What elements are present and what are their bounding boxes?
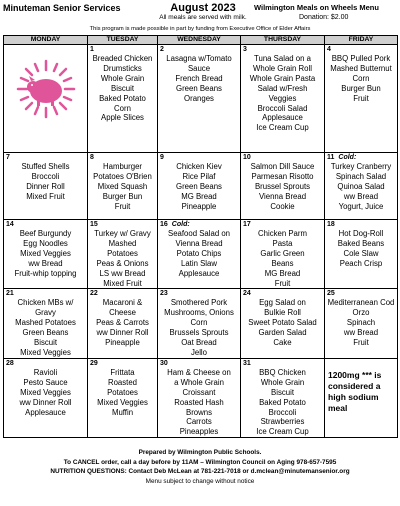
meal-item: Mixed Veggies [97,397,148,407]
meal-item: Apple Slices [101,113,144,123]
meal-item: Green Beans [176,181,222,191]
day-number [325,289,397,298]
meal-item: Latin Slaw [181,258,217,268]
day-number-text: 7 [6,154,10,161]
day-cell [4,358,88,437]
meal-item: Peach Crisp [339,258,383,268]
day-number [241,45,324,54]
meal-item: Sweet Potato Salad [248,318,317,328]
day-number [88,289,157,298]
day-number [88,220,157,229]
meal-item: Stuffed Shells [21,162,70,171]
meal-item: Strawberries [260,417,305,427]
day-number [158,289,240,298]
meal-items [241,229,324,288]
day-cell [4,153,88,220]
meal-items [158,229,240,279]
meal-item: Roasted [107,377,138,387]
meal-item: Jello [190,347,208,357]
day-number [241,220,324,229]
pig-icon [13,56,79,122]
day-cell [325,289,398,358]
day-cell [241,289,325,358]
meal-item: Broccoli Salad [257,103,308,113]
meal-item: Mixed Veggies [20,347,71,357]
sodium-note: 1200mg *** is considered a high sodium meal [328,369,382,413]
meal-item: Applesauce [262,113,303,123]
meal-item: Mixed Fruit [103,278,142,288]
cancel-instructions: To CANCEL order, call a day before by 11AM – Wilmington Council on Aging 978-657-7595 [63,458,337,466]
meal-item: Whole Grain Pasta [249,73,316,83]
meal-item: Rice Pilaf [182,171,216,181]
menu-footer [0,448,400,486]
meal-item: Brussels Sprouts [169,328,229,338]
meal-item: Mashed Potatoes [15,318,76,328]
meal-item: Corn [114,103,131,113]
meal-items [158,368,240,437]
meal-item: Cookie [270,201,295,211]
meal-items [241,162,324,212]
day-number [4,153,87,162]
program-title: Wilmington Meals on Wheels Menu [254,3,379,12]
meal-item: BBQ Pulled Pork [331,54,391,63]
meal-item: Mediterranean Cod [327,298,395,308]
meal-item: Whole Grain [260,377,305,387]
day-number-text: 3 [243,46,247,53]
meal-item: Macaroni & [102,298,143,308]
meal-item: Chicken Kiev [176,162,222,171]
meal-items [88,229,157,288]
day-number-text: 2 [160,46,164,53]
organization-name: Minuteman Senior Services [3,3,121,13]
day-number [88,153,157,162]
meal-item: Orzo [352,308,370,318]
meal-items [241,54,324,133]
weekday-header-row [4,36,398,45]
meal-item: ww Bread [343,191,379,201]
day-cell [325,153,398,220]
meal-item: French Bread [175,73,223,83]
meal-items [4,368,87,418]
meal-item: Corn [190,318,208,328]
day-cell [88,358,158,437]
day-number-text: 14 [6,221,14,228]
meal-item: Baked Potato [259,397,306,407]
meal-item: MG Bread [181,191,217,201]
day-number [241,153,324,162]
meal-items [4,229,87,279]
meal-item: Spinach [346,318,376,328]
meal-item: Peas & Carrots [96,318,149,328]
meal-items [88,162,157,212]
meal-items [241,368,324,437]
meal-item: Vienna Bread [175,238,223,248]
meal-item: Oranges [184,93,214,103]
menu-month: August 2023 [170,2,236,14]
meal-item: Pineapple [181,201,217,211]
meal-items [4,298,87,357]
meal-item: Cake [273,338,292,348]
donation-amount: Donation: $2.00 [299,14,349,21]
day-number [158,153,240,162]
day-number [325,45,397,54]
day-cell [325,220,398,289]
day-number [158,359,240,368]
meal-item: a Whole Grain [174,377,224,387]
meal-item: Chicken Parm [258,229,307,238]
day-cell [88,153,158,220]
meal-item: Garden Salad [258,328,307,338]
meal-item: Breaded Chicken [92,54,153,63]
meal-item: Baked Beans [337,238,385,248]
meal-items [88,298,157,348]
meal-item: Egg Salad on [259,298,306,308]
meal-item: Salmon Dill Sauce [250,162,315,171]
day-number [241,359,324,368]
meal-item: Smothered Pork [170,298,228,308]
meal-item: Baked Potato [99,93,146,103]
meal-items [241,298,324,348]
week-row [4,153,398,220]
meal-item: Whole Grain Roll [253,63,312,73]
day-cell [158,220,241,289]
meal-item: Applesauce [178,268,220,278]
day-number-text: 9 [160,154,164,161]
meal-items [325,162,397,212]
day-cell [4,220,88,289]
day-number-text: 17 [243,221,251,228]
meal-item: Quinoa Salad [337,181,385,191]
day-number-text: 31 [243,359,251,367]
meal-item: Turkey Cranberry [330,162,392,171]
meal-item: Potato Chips [176,248,222,258]
day-cell [241,358,325,437]
meal-item: Drumsticks [103,63,142,73]
day-number-text: 10 [243,154,251,161]
day-number-text: 4 [327,46,331,53]
meal-item: Egg Noodles [23,238,68,248]
meal-item: Spinach Salad [335,171,387,181]
meal-item: Broccoli [31,171,60,181]
meal-item: Garlic Green [260,248,305,258]
meal-items [158,298,240,357]
meal-item: Salad w/Fresh [257,83,308,93]
day-cell [241,45,325,153]
day-number [158,45,240,54]
meal-items [158,162,240,212]
meal-item: ww Dinner Roll [19,397,72,407]
weekday-header: TUESDAY [88,36,158,45]
meal-item: Gravy [35,308,56,318]
meal-item: Mixed Squash [97,181,148,191]
meal-item: Lasagna w/Tomato [166,54,232,63]
meal-item: Mashed Butternut [330,63,392,73]
meal-item: Burger Bun [102,191,143,201]
meal-item: Mixed Veggies [20,387,71,397]
day-number [4,45,87,54]
day-cell [158,358,241,437]
meal-item: Seafood Salad on [168,229,230,238]
day-cell [158,45,241,153]
meal-item: Parmesan Risotto [251,171,314,181]
nutrition-contact: NUTRITION QUESTIONS: Contact Deb McLean at 781-221-7018 or d.mclean@minutemansenior.org [50,468,350,475]
day-cell [158,289,241,358]
meal-item: Corn [352,73,370,83]
meal-item: Turkey w/ Gravy [94,229,151,238]
meal-items [325,54,397,104]
meal-item: Biscuit [271,387,294,397]
day-cell [88,220,158,289]
day-cell [325,45,398,153]
meal-item: Biscuit [111,83,134,93]
meal-item: Mixed Fruit [26,191,65,201]
meal-item: Fruit [274,278,291,288]
meal-item: Pesto Sauce [23,377,68,387]
meal-items [88,54,157,123]
meal-item: Sauce [187,63,211,73]
meal-item: Green Beans [176,83,222,93]
meal-items [325,229,397,269]
meal-item: Frittata [110,367,135,377]
meal-item: Ice Cream Cup [256,427,309,437]
meal-item: Vienna Bread [258,191,307,201]
meal-item: Muffin [111,407,134,417]
meal-item: Cole Slaw [343,248,379,258]
day-number-text: 29 [90,359,98,367]
meal-item: Dinner Roll [26,181,65,191]
meal-item: Fruit [353,338,369,348]
day-number-text: 22 [90,290,98,298]
day-cell [4,45,88,153]
day-number [4,289,87,298]
cold-meal-tag: Cold: [338,154,357,161]
cold-meal-tag: Cold: [171,221,190,228]
meal-items [325,298,397,348]
weekday-header: MONDAY [4,36,88,45]
change-notice: Menu subject to change without notice [145,477,255,485]
day-cell [325,358,398,437]
meal-item: Fruit-whip topping [14,268,77,278]
meal-item: Mushrooms, Onions [164,308,234,318]
meal-item: Ravioli [33,367,58,377]
meal-item: Cheese [109,308,136,318]
meal-item: Ham & Cheese on [167,367,231,377]
day-cell [4,289,88,358]
meal-item: ww Dinner Roll [96,328,149,338]
meal-item: Potatoes [107,248,138,258]
day-number-text: 21 [6,290,14,298]
day-number [88,45,157,54]
week-row [4,358,398,437]
meal-item: Oat Bread [181,338,217,348]
day-number-text: 30 [160,359,168,367]
meal-item: MG Bread [264,268,301,278]
meal-item: ww Bread [28,258,63,268]
day-number-text: 18 [327,221,335,228]
meal-item: Burger Bun [341,83,381,93]
weekday-header: THURSDAY [241,36,325,45]
funding-note: This program is made possible in part by funding from Executive Office of Elder Affairs [89,26,311,32]
meal-item: Pineapple [105,338,140,348]
day-number-text: 28 [6,359,14,367]
day-number [241,289,324,298]
meal-item: Potatoes [107,387,138,397]
meal-item: Roasted Hash [174,397,224,407]
meal-item: Hot Dog-Roll [338,229,384,238]
day-number-text: 24 [243,290,251,298]
meal-item: Applesauce [25,407,66,417]
meal-item: Biscuit [34,338,57,348]
meal-items [4,162,87,202]
meal-item: Yogurt, Juice [338,201,384,211]
meal-item: Browns [186,407,212,417]
day-number-text: 16 [160,221,168,228]
meal-item: Hamburger [103,162,142,171]
weekday-header: FRIDAY [325,36,398,45]
meal-item: Ice Cream Cup [256,123,309,133]
meal-item: Beans [271,258,294,268]
meal-item: Broccoli [268,407,297,417]
meal-item: Pasta [272,238,293,248]
weekday-header: WEDNESDAY [158,36,241,45]
meal-item: Pineapples [179,427,219,437]
meal-item: ww Bread [343,328,379,338]
menu-calendar [3,35,398,438]
day-number [88,359,157,368]
meal-item: Chicken MBs w/ [17,298,74,308]
meal-item: BBQ Chicken [259,367,306,377]
day-cell [88,289,158,358]
meal-item: Veggies [268,93,297,103]
meal-item: LS ww Bread [99,268,146,278]
meal-item: Brussel Sprouts [254,181,311,191]
day-cell [88,45,158,153]
day-number-text: 15 [90,221,98,228]
meal-items [88,368,157,418]
day-number [158,220,240,229]
day-number-text: 1 [90,46,94,53]
day-cell [241,220,325,289]
day-cell [241,153,325,220]
meal-item: Green Beans [22,328,69,338]
meal-item: Carrots [186,417,212,427]
prepared-by: Prepared by Wilmington Public Schools. [138,449,262,456]
day-number-text: 11 [327,154,335,161]
meal-items [158,54,240,104]
day-number [325,220,397,229]
meal-item: Whole Grain [100,73,145,83]
meal-item: Fruit [353,93,369,103]
meal-item: Croissant [182,387,216,397]
meal-item: Mixed Veggies [20,248,71,258]
meal-item: Tuna Salad on a [254,54,311,63]
meal-item: Mashed [108,238,137,248]
week-row [4,45,398,153]
day-number [325,153,397,162]
day-number [325,359,397,368]
meal-item: Fruit [114,201,131,211]
meal-item: Bulkie Roll [264,308,301,318]
day-number [4,220,87,229]
served-note: All meals are served with milk. [159,14,247,21]
day-number-text: 25 [327,290,335,298]
meal-item: Beef Burgundy [19,229,72,238]
day-number [4,359,87,368]
day-cell [158,153,241,220]
week-row [4,289,398,358]
week-row [4,220,398,289]
day-number-text: 23 [160,290,168,298]
menu-header [0,0,400,34]
meal-item: Potatoes O'Brien [93,171,152,181]
day-number-text: 8 [90,154,94,161]
meal-item: Peas & Onions [96,258,149,268]
